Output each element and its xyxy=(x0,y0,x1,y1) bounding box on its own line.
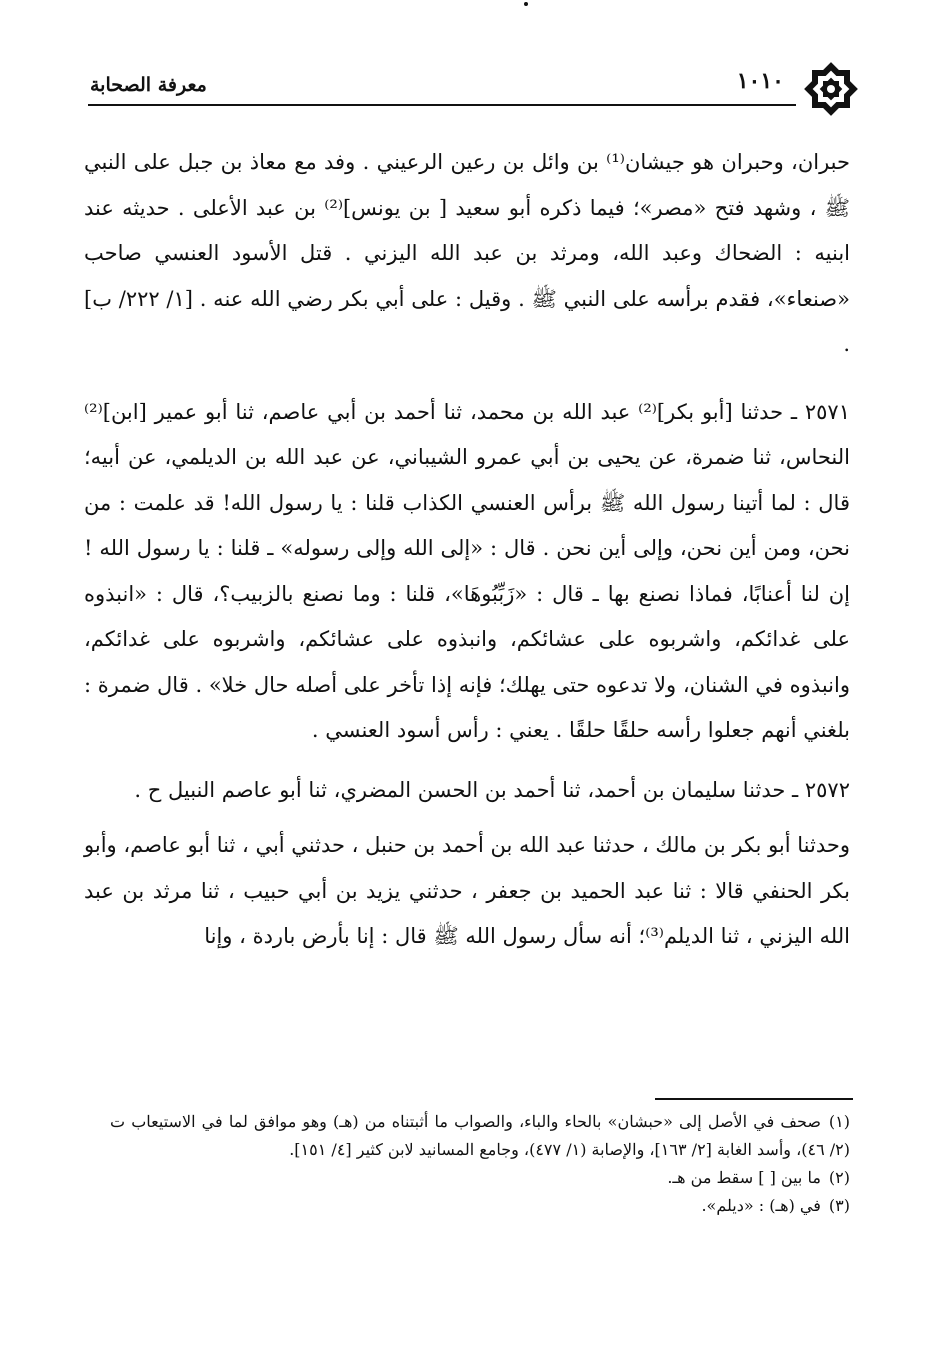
footnote-text: ما بين [ ] سقط من هـ. xyxy=(667,1168,821,1187)
footnote-1 xyxy=(110,1108,850,1164)
footnote-2 xyxy=(110,1164,850,1192)
footnote-3 xyxy=(110,1192,850,1220)
main-text xyxy=(84,140,850,960)
footnotes xyxy=(110,1108,850,1220)
hadith-2572-paragraph: ٢٥٧٢ ـ حدثنا سليمان بن أحمد، ثنا أحمد بن الحسن المضري، ثنا أبو عاصم النبيل ح . xyxy=(134,777,850,802)
hadith-2571-paragraph: ٢٥٧١ ـ حدثنا [أبو بكر]⁽²⁾ عبد الله بن محمد، ثنا أحمد بن أبي عاصم، ثنا أبو عمير [ابن]⁽²⁾ النحاس، ثنا ضمرة، عن يحيى بن أبي عمرو الشيباني، عن عبد الله بن الديلمي، عن أبيه؛ قال : لما أتينا رسول الله ﷺ برأس العنسي الكذاب قلنا : يا رسول الله! قد علمت : من نحن، ومن أين نحن، وإلى أين نحن . قال : «إلى الله وإلى رسوله» ـ قلنا : يا رسول الله ! إن لنا أعنابًا، فماذا نصنع بها ـ قال : «زَبِّبُوهَا»، قلنا : وما نصنع بالزبيب؟، قال : «انبذوه على غدائكم، واشربوه على عشائكم، وانبذوه على عشائكم، واشربوه على غدائكم، وانبذوه في الشنان، ولا تدعوه حتى يهلك؛ فإنه إذا تأخر على أصله حال خلا» . قال ضمرة : بلغني أنهم جعلوا رأسه حلقًا حلقًا . يعني : رأس أسود العنسي . xyxy=(84,399,850,742)
page-number: ١٠١٠ xyxy=(736,68,784,94)
footnote-number: (٣) xyxy=(828,1196,850,1215)
page-top-dot xyxy=(524,2,528,6)
header-rule xyxy=(88,104,796,106)
page-header xyxy=(88,62,858,106)
footnote-text: في (هـ) : «ديلم». xyxy=(701,1196,821,1215)
footnote-number: (١) xyxy=(828,1112,851,1131)
footnote-number: (٢) xyxy=(828,1168,850,1187)
chain-continuation-paragraph: وحدثنا أبو بكر بن مالك ، حدثنا عبد الله بن أحمد بن حنبل ، حدثني أبي ، ثنا أبو عاصم، وأبو بكر الحنفي قالا : ثنا عبد الحميد بن جعفر ، حدثني يزيد بن أبي حبيب ، ثنا مرثد بن عبد الله اليزني ، ثنا الديلم⁽³⁾؛ أنه سأل رسول الله ﷺ قال : إنا بأرض باردة ، وإنا xyxy=(84,833,850,948)
biography-paragraph: حبران، وحبران هو جيشان⁽¹⁾ بن وائل بن رعين الرعيني . وفد مع معاذ بن جبل على النبي ﷺ ، وشهد فتح «مصر»؛ فيما ذكره أبو سعيد [ بن يونس]⁽²⁾ بن عبد الأعلى . حديثه عند ابنيه : الضحاك وعبد الله، ومرثد بن عبد الله اليزني . قتل الأسود العنسي صاحب «صنعاء»، فقدم برأسه على النبي ﷺ . وقيل : على أبي بكر رضي الله عنه . [١/ ٢٢٢/ ب] . xyxy=(84,150,851,356)
footnote-text: صحف في الأصل إلى «حبشان» بالحاء والباء، والصواب ما أثبتناه من (هـ) وهو موافق لما في الاستيعاب ت (٢/ ٤٦)، وأسد الغابة [٢/ ١٦٣]، والإصابة (١/ ٤٧٧)، وجامع المسانيد لابن كثير [٤/ ١٥١]. xyxy=(110,1112,850,1159)
running-title: معرفة الصحابة xyxy=(90,74,207,96)
footnote-divider xyxy=(655,1098,853,1100)
star-ornament-icon xyxy=(802,60,860,118)
